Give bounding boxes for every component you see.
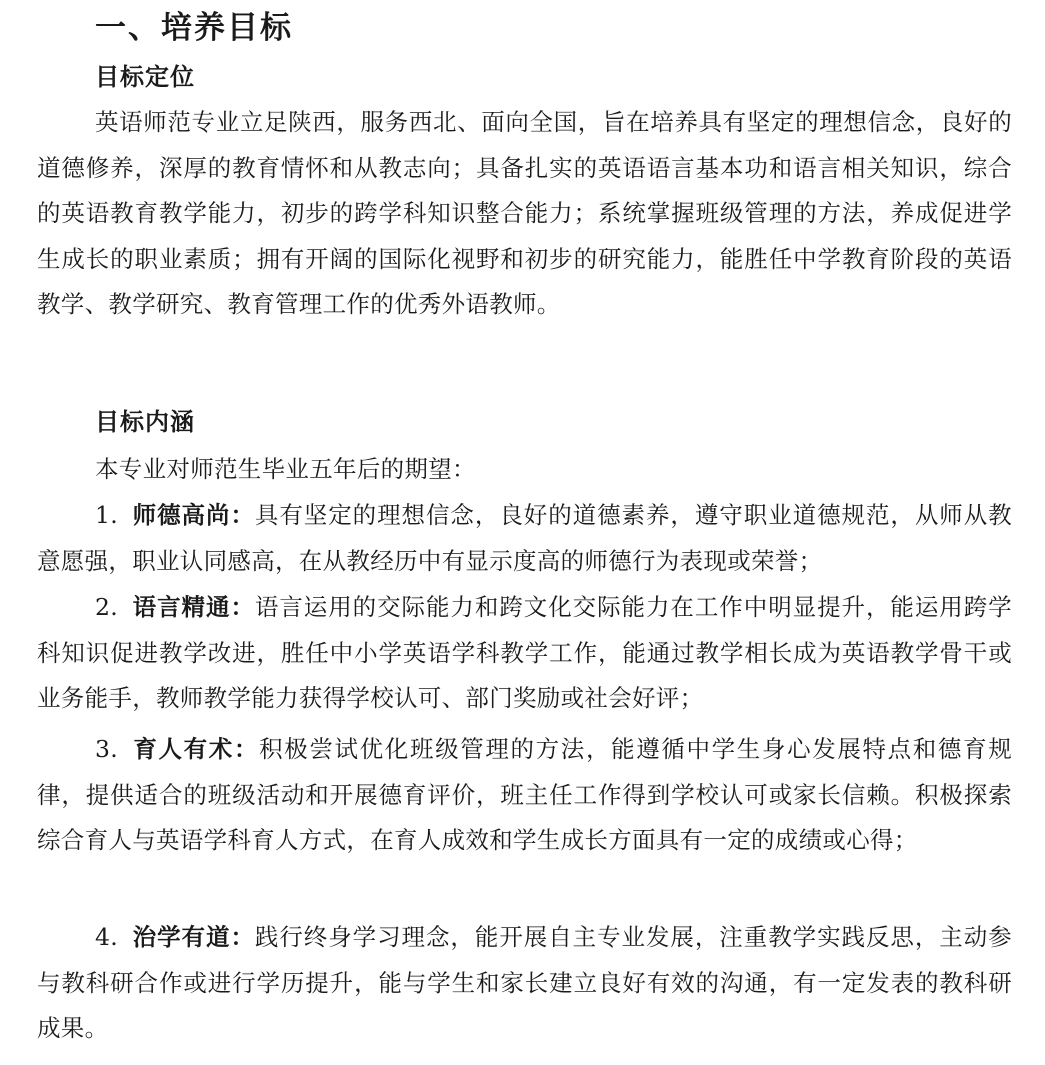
section-title-connotation: 目标内涵	[95, 408, 195, 436]
item-title: 语言精通：	[132, 593, 255, 621]
section-title-positioning: 目标定位	[95, 63, 195, 91]
list-item	[37, 493, 1012, 584]
item-text: 践行终身学习理念，能开展自主专业发展，注重教学实践反思，主动参与教科研合作或进行学历提升，能与学生和家长建立良好有效的沟通，有一定发表的教科研成果。	[37, 923, 1012, 1042]
list-item	[37, 585, 1012, 722]
positioning-paragraph: 英语师范专业立足陕西，服务西北、面向全国，旨在培养具有坚定的理想信念，良好的道德修养，深厚的教育情怀和从教志向；具备扎实的英语语言基本功和语言相关知识，综合的英语教育教学能力，初步的跨学科知识整合能力；系统掌握班级管理的方法，养成促进学生成长的职业素质；拥有开阔的国际化视野和初步的研究能力，能胜任中学教育阶段的英语教学、教学研究、教育管理工作的优秀外语教师。	[37, 108, 1012, 318]
item-title: 师德高尚：	[132, 501, 255, 529]
list-item	[37, 915, 1012, 1052]
item-number: 1.	[95, 501, 119, 529]
item-title: 育人有术：	[132, 735, 260, 763]
item-text: 积极尝试优化班级管理的方法，能遵循中学生身心发展特点和德育规律，提供适合的班级活动和开展德育评价，班主任工作得到学校认可或家长信赖。积极探索综合育人与英语学科育人方式，在育人成效和学生成长方面具有一定的成绩或心得；	[37, 735, 1013, 854]
item-number: 2.	[95, 593, 119, 621]
list-item	[37, 727, 1012, 864]
item-number: 3.	[95, 735, 119, 763]
page-heading: 一、培养目标	[95, 10, 293, 46]
item-number: 4.	[95, 923, 119, 951]
connotation-intro: 本专业对师范生毕业五年后的期望：	[95, 455, 476, 483]
item-text: 语言运用的交际能力和跨文化交际能力在工作中明显提升，能运用跨学科知识促进教学改进，胜任中小学英语学科教学工作，能通过教学相长成为英语教学骨干或业务能手，教师教学能力获得学校认可、部门奖励或社会好评；	[37, 593, 1012, 712]
item-text: 具有坚定的理想信念，良好的道德素养，遵守职业道德规范，从师从教意愿强，职业认同感高，在从教经历中有显示度高的师德行为表现或荣誉；	[37, 501, 1012, 575]
item-title: 治学有道：	[132, 923, 255, 951]
